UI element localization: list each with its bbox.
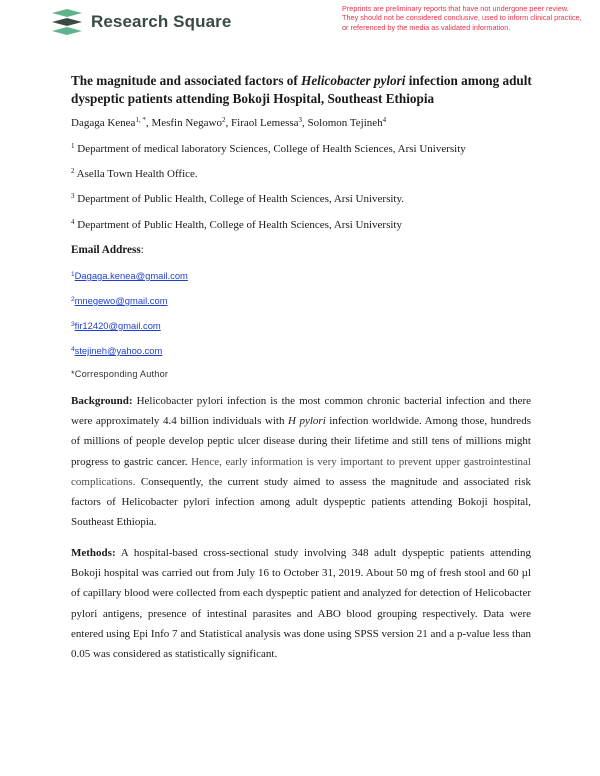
affiliation-text: Department of Public Health, College of Health Sciences, Arsi University. [74,193,405,205]
affiliation-text: Asella Town Health Office. [74,168,198,180]
notice-line: Preprints are preliminary reports that have not undergone peer review. [342,4,569,13]
affiliation [71,219,402,231]
research-square-logo-icon [50,8,84,36]
paragraph-italic: H pylori [288,415,326,428]
email-link[interactable]: mnegewo@gmail.com [74,295,168,306]
affiliation-sup: 3 [71,192,75,200]
author-name: Solomon Tejineh [307,117,383,129]
affiliation [71,143,466,155]
author-sup: 1, * [135,116,146,124]
email-heading-colon: : [140,244,144,256]
email-item [71,270,188,281]
author-separator: , [302,117,308,129]
logo-text: Research Square [91,12,232,31]
author-name: Dagaga Kenea [71,117,136,129]
author-sup: 3 [298,116,303,124]
email-heading [71,244,144,256]
email-sup: 3 [71,321,75,328]
email-sup: 4 [71,346,75,353]
affiliation-sup: 1 [71,142,75,150]
background-paragraph [71,391,531,532]
title-text: The magnitude and associated factors of [71,73,302,88]
affiliation-sup: 2 [71,167,75,175]
author-sup: 2 [222,116,226,124]
affiliation [71,168,198,180]
author-name: Firaol Lemessa [231,117,299,129]
email-link[interactable]: Dagaga.kenea@gmail.com [74,270,188,281]
affiliation-sup: 4 [71,218,75,226]
background-label: Background: [71,395,133,407]
notice-line: or referenced by the media as validated information. [342,22,511,32]
author-separator: , [225,117,232,129]
email-link[interactable]: stejineh@yahoo.com [74,345,163,356]
email-link[interactable]: fir12420@gmail.com [74,320,161,331]
paper-title [71,72,541,108]
email-heading-label: Email Address [71,244,141,256]
paragraph-text: infection worldwide. Among those, hundreds of millions of people develop peptic ulcer disease during their lifetime and still tens of millions might progress to gastric cancer. [71,415,531,468]
affiliation-text: Department of medical laboratory Sciences, College of Health Sciences, Arsi University [74,143,466,155]
email-sup: 2 [71,296,75,303]
preprint-notice [342,4,592,32]
paragraph-text: A hospital-based cross-sectional study involving 348 adult dyspeptic patients attending Bokoji hospital was carried out from July 16 to October 31, 2019. About 50 mg of fresh stool and 60 µl of capillary blood were collected from each dyspeptic patient and analyzed for detection of Helicobacter pylori antigens, presence of intestinal parasites and ABO blood grouping respectively. Data were entered using Epi Info 7 and Statistical analysis was done using SPSS version 21 and a p-value less than 0.05 was considered as statistically significant. [71,547,531,661]
email-item [71,320,161,331]
title-text: infection among adult dyspeptic patients attending Bokoji Hospital, Southeast Ethiopia [71,73,532,106]
author-name: Mesfin Negawo [151,117,223,129]
methods-label: Methods: [71,547,116,559]
title-italic: Helicobacter pylori [301,73,406,88]
paragraph-text: Hence, early information is very important to prevent upper gastrointestinal complications. [71,455,531,488]
email-sup: 1 [71,271,75,278]
affiliation-text: Department of Public Health, College of Health Sciences, Arsi University [74,219,402,231]
methods-paragraph [71,543,531,664]
affiliation [71,193,404,205]
email-item [71,295,168,306]
research-square-logo[interactable] [50,8,231,36]
corresponding-author-note: *Corresponding Author [71,369,169,379]
author-sup: 4 [382,116,387,124]
email-item [71,345,162,356]
author-separator: , [145,117,152,129]
author-list [71,117,386,129]
notice-line: They should not be considered conclusive, used to inform clinical practice, [342,13,582,23]
paragraph-text: Consequently, the current study aimed to assess the magnitude and associated risk factors of Helicobacter pylori infection among adult dyspeptic patients attending Bokoji hospital, Southeast Ethiopia. [71,475,531,529]
paragraph-text: Helicobacter pylori infection is the most common chronic bacterial infection and there were approximately 4.4 billion individuals with [71,395,531,428]
